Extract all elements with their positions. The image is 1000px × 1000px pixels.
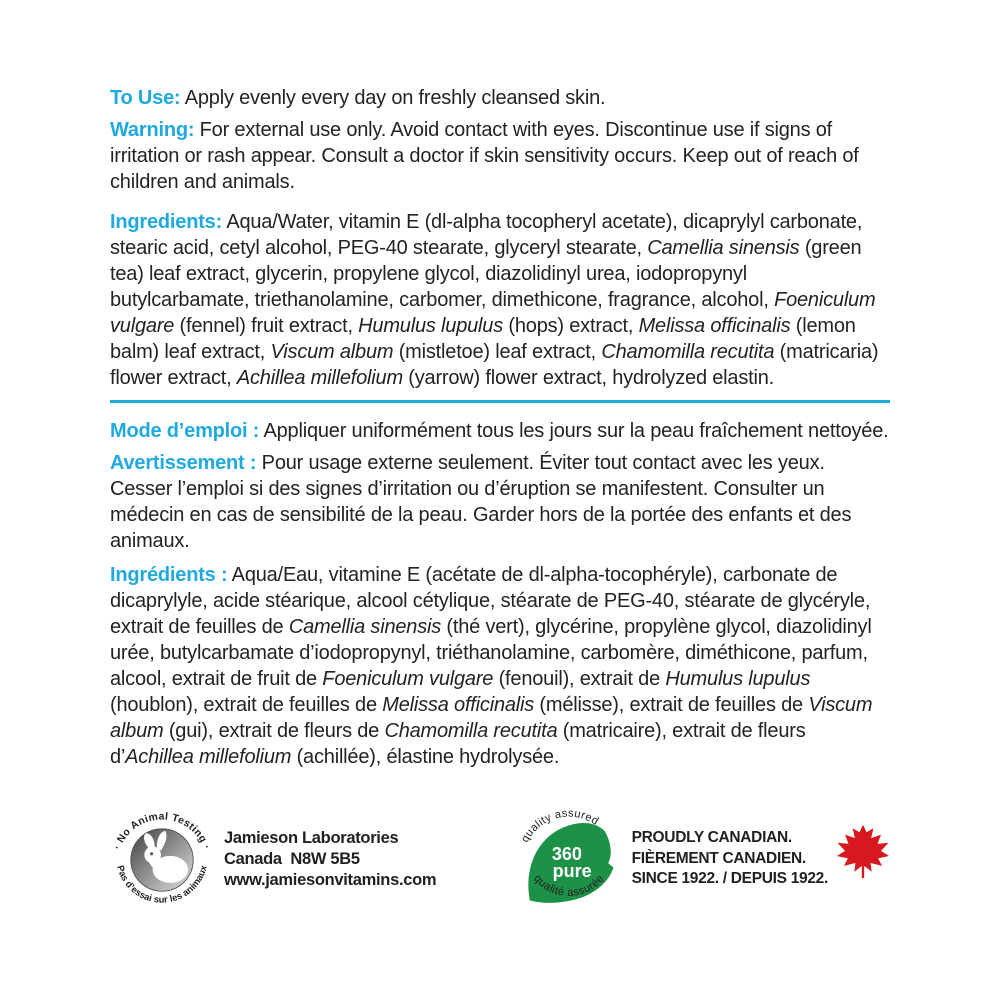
en-directions-heading: To Use: (110, 87, 181, 109)
fr-directions-heading: Mode d’emploi : (110, 420, 260, 442)
proudly-canadian-en: PROUDLY CANADIAN. (631, 829, 792, 847)
fr-warning-text: Pour usage externe seulement. Éviter tout contact avec les yeux. Cesser l’emploi si des signes d’irritation ou d’éruption se manifestent. Consulter un médecin en cas de sensibilité de la peau. Garder hors de la portée des enfants et des animaux. (110, 452, 852, 552)
maple-leaf-icon (834, 823, 892, 881)
company-postal: Canada N8W 5B5 (224, 849, 360, 868)
en-ingredients-paragraph (110, 209, 890, 391)
fr-ingredients-paragraph (110, 562, 890, 770)
since-1922: SINCE 1922. / DEPUIS 1922. (631, 870, 828, 888)
label-text-column (110, 85, 890, 770)
company-address-block (224, 828, 436, 891)
quality-assured-arc: quality assured (518, 807, 601, 845)
company-website: www.jamiesonvitamins.com (224, 870, 437, 889)
no-animal-testing-arc-top: · No Animal Testing · (112, 811, 212, 852)
badge-pure: pure (552, 861, 592, 882)
proudly-canadian-fr: FIÈREMENT CANADIEN. (631, 849, 806, 867)
proudly-canadian-block (632, 828, 828, 890)
qualite-assuree-arc: qualité assurée (530, 872, 607, 900)
fr-ingredients-text: Aqua/Eau, vitamine E (acétate de dl-alpha-tocophéryle), carbonate de dicaprylyle, acide stéarique, alcool cétylique, stéarate de PEG-40, stéarate de glycéryle, extrait de feuilles de Camellia sinensis (thé vert), glycérine, propylène glycol, diazolidinyl urée, butylcarbamate d’iodopropynyl, triéthanolamine, carbomère, diméthicone, parfum, alcool, extrait de fruit de Foeniculum vulgare (fenouil), extrait de Humulus lupulus (houblon), extrait de feuilles de Melissa officinalis (mélisse), extrait de feuilles de Viscum album (gui), extrait de fleurs de Chamomilla recutita (matricaire), extrait de fleurs d’Achillea millefolium (achillée), élastine hydrolysée. (110, 564, 873, 768)
no-animal-testing-group (110, 807, 436, 911)
en-warning-text: For external use only. Avoid contact with eyes. Discontinue use if signs of irritation or rash appear. Consult a doctor if skin sensitivity occurs. Keep out of reach of children and animals. (110, 119, 859, 193)
en-warning-heading: Warning: (110, 119, 195, 141)
en-directions-paragraph (110, 85, 890, 111)
fr-warning-heading: Avertissement : (110, 452, 257, 474)
fr-directions-text: Appliquer uniformément tous les jours sur la peau fraîchement nettoyée. (259, 420, 889, 442)
footer (110, 803, 892, 915)
no-animal-testing-arc-bottom: Pas d’essai sur les animaux (115, 864, 209, 905)
360-pure-leaf-icon (516, 806, 622, 912)
en-ingredients-text: Aqua/Water, vitamin E (dl-alpha tocopheryl acetate), dicaprylyl carbonate, stearic acid, cetyl alcohol, PEG-40 stearate, glyceryl stearate, Camellia sinensis (green tea) leaf extract, glycerin, propylene glycol, diazolidinyl urea, iodopropynyl butylcarbamate, triethanolamine, carbomer, dimethicone, fragrance, alcohol, Foeniculum vulgare (fennel) fruit extract, Humulus lupulus (hops) extract, Melissa officinalis (lemon balm) leaf extract, Viscum album (mistletoe) leaf extract, Chamomilla recutita (matricaria) flower extract, Achillea millefolium (yarrow) flower extract, hydrolyzed elastin. (110, 211, 879, 389)
en-ingredients-heading: Ingredients: (110, 211, 223, 233)
company-name: Jamieson Laboratories (224, 828, 399, 847)
fr-warning-paragraph (110, 450, 890, 554)
badge-360: 360 (551, 844, 582, 865)
canadian-group (516, 806, 892, 912)
fr-ingredients-heading: Ingrédients : (110, 564, 228, 586)
en-directions-text: Apply evenly every day on freshly cleansed skin. (180, 87, 606, 109)
en-warning-paragraph (110, 117, 890, 195)
fr-directions-paragraph (110, 418, 890, 444)
rabbit-icon (110, 807, 214, 911)
section-divider (110, 400, 890, 403)
